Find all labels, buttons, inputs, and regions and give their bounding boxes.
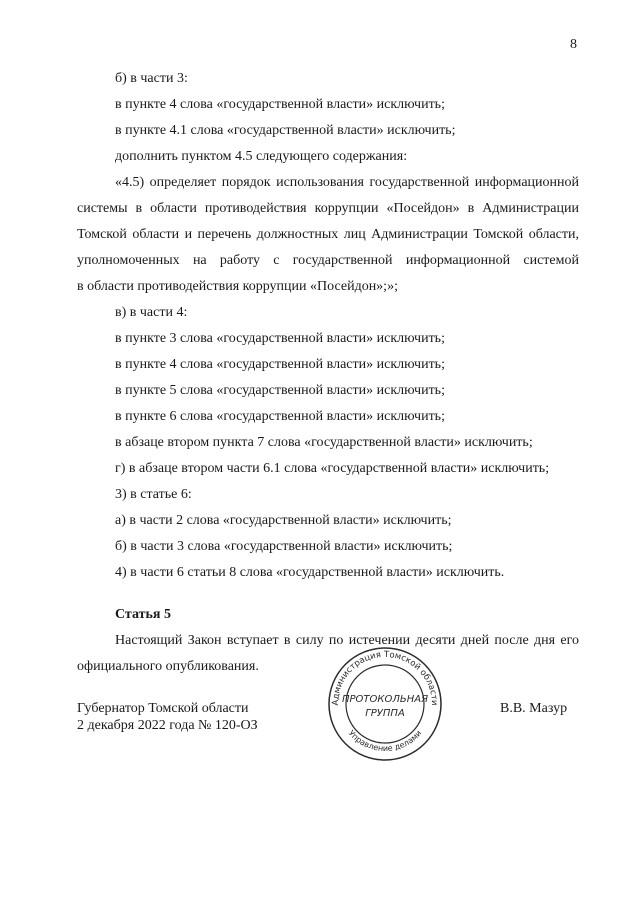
amendment-line: в) в части 4: <box>115 305 188 320</box>
amendment-line: а) в части 2 слова «государственной власти» исключить; <box>115 513 452 528</box>
article-heading: Статья 5 <box>115 607 171 622</box>
page-number: 8 <box>570 37 577 52</box>
amendment-line: 4) в части 6 статьи 8 слова «государственной власти» исключить. <box>115 565 505 580</box>
amendment-line: б) в части 3: <box>115 71 188 86</box>
stamp-bottom-text: Управление делами <box>346 728 424 754</box>
article-text-line: Настоящий Закон вступает в силу по истечении десяти дней после дня его <box>115 633 579 648</box>
law-date-number: 2 декабря 2022 года № 120-ОЗ <box>77 718 258 733</box>
amendment-line: в пункте 6 слова «государственной власти» исключить; <box>115 409 445 424</box>
amendment-line: 3) в статье 6: <box>115 487 192 502</box>
quoted-paragraph-line: Томской области и перечень должностных лиц Администрации Томской области, <box>77 227 579 242</box>
amendment-line: г) в абзаце втором части 6.1 слова «государственной власти» исключить; <box>115 461 550 476</box>
quoted-paragraph-line: «4.5) определяет порядок использования государственной информационной <box>115 175 579 190</box>
quoted-paragraph-line: уполномоченных на работу с государственной информационной системой <box>77 253 579 268</box>
amendment-line: в абзаце втором пункта 7 слова «государственной власти» исключить; <box>115 435 533 450</box>
amendment-line: дополнить пунктом 4.5 следующего содержания: <box>115 149 408 164</box>
amendment-line: в пункте 3 слова «государственной власти» исключить; <box>115 331 445 346</box>
article-text-line: официального опубликования. <box>77 659 259 674</box>
amendment-line: в пункте 4 слова «государственной власти» исключить; <box>115 357 445 372</box>
quoted-paragraph-line: в области противодействия коррупции «Посейдон»;»; <box>77 279 398 294</box>
amendment-line: в пункте 5 слова «государственной власти» исключить; <box>115 383 445 398</box>
stamp-center-line2: ГРУППА <box>365 708 405 719</box>
signatory-name: В.В. Мазур <box>500 701 568 716</box>
stamp-ring-text: Администрация Томской области <box>330 649 440 706</box>
quoted-paragraph-line: системы в области противодействия коррупции «Посейдон» в Администрации <box>77 201 579 216</box>
amendment-line: в пункте 4.1 слова «государственной власти» исключить; <box>115 123 456 138</box>
amendment-line: б) в части 3 слова «государственной власти» исключить; <box>115 539 453 554</box>
official-stamp <box>327 646 443 762</box>
amendment-line: в пункте 4 слова «государственной власти» исключить; <box>115 97 445 112</box>
signatory-position: Губернатор Томской области <box>77 701 249 716</box>
stamp-center-line1: ПРОТОКОЛЬНАЯ <box>341 694 429 705</box>
